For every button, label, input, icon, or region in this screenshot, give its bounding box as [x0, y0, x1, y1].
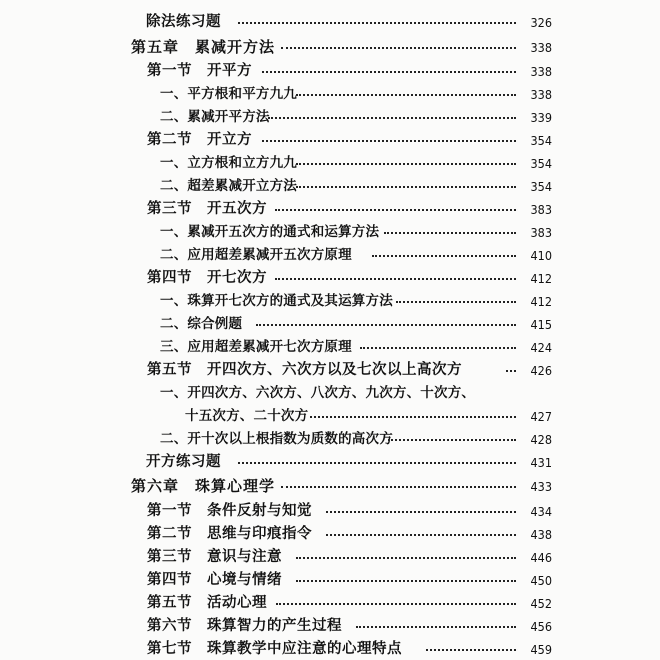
toc-subsection-entry [0, 428, 660, 450]
toc-page-number: 339 [530, 110, 552, 125]
toc-page-number: 459 [530, 642, 552, 657]
toc-entry-title: 第六节 珠算智力的产生过程 [147, 617, 342, 634]
toc-entry-title: 第二节 思维与印痕指令 [147, 525, 312, 542]
toc-entry-title: 二、累减开平方法 [160, 109, 270, 125]
toc-entry-title: 第五节 开四次方、六次方以及七次以上高次方 [147, 361, 462, 378]
toc-page-number: 446 [530, 550, 552, 565]
toc-leader-dots [281, 486, 516, 488]
toc-leader-dots [275, 209, 516, 211]
toc-page-number: 338 [530, 87, 552, 102]
toc-entry-title: 除法练习题 [146, 13, 221, 30]
toc-leader-dots [360, 347, 516, 349]
toc-section-entry [0, 569, 660, 591]
toc-section-entry [0, 592, 660, 614]
toc-page-number: 415 [530, 317, 552, 332]
toc-subsection-continuation [0, 405, 660, 427]
toc-section-entry [0, 523, 660, 545]
toc-page-number: 424 [530, 340, 552, 355]
toc-entry-title: 第七节 珠算教学中应注意的心理特点 [147, 640, 402, 657]
toc-leader-dots [238, 22, 516, 24]
toc-leader-dots [326, 511, 516, 513]
toc-leader-dots [356, 626, 516, 628]
toc-page-number: 354 [530, 156, 552, 171]
toc-section-entry [0, 60, 660, 82]
toc-section-entry [0, 267, 660, 289]
toc-page-number: 434 [530, 504, 552, 519]
toc-subsection-entry [0, 313, 660, 335]
toc-chapter-entry [0, 36, 660, 58]
toc-leader-dots [262, 140, 516, 142]
toc-page-number: 431 [530, 455, 552, 470]
toc-leader-dots [372, 255, 516, 257]
toc-leader-dots [296, 557, 516, 559]
toc-section-entry [0, 615, 660, 637]
toc-section-entry [0, 500, 660, 522]
toc-leader-dots [281, 47, 516, 49]
toc-section-entry [0, 129, 660, 151]
toc-section-entry [0, 638, 660, 660]
toc-entry-title: 一、平方根和平方九九 [160, 86, 297, 102]
toc-entry-title: 一、珠算开七次方的通式及其运算方法 [160, 293, 393, 309]
toc-entry-title: 二、开十次以上根指数为质数的高次方 [160, 431, 393, 447]
toc-leader-dots [296, 163, 516, 165]
toc-entry-title: 三、应用超差累减开七次方原理 [160, 339, 352, 355]
toc-page-number: 383 [530, 202, 552, 217]
toc-page-number: 456 [530, 619, 552, 634]
toc-entry-title: 第一节 开平方 [147, 62, 252, 79]
toc-chapter-entry [0, 475, 660, 497]
toc-subsection-entry [0, 221, 660, 243]
toc-entry-title: 第六章 珠算心理学 [131, 477, 276, 495]
toc-entry-title: 二、综合例题 [160, 316, 243, 332]
toc-page-number: 410 [530, 248, 552, 263]
toc-page-number: 450 [530, 573, 552, 588]
toc-leader-dots [388, 439, 516, 441]
toc-section-entry [0, 546, 660, 568]
toc-page-number: 452 [530, 596, 552, 611]
toc-section-entry [0, 198, 660, 220]
toc-entry-title: 第五节 活动心理 [147, 594, 267, 611]
toc-leader-dots [276, 603, 516, 605]
toc-entry-title: 第五章 累减开方法 [131, 38, 276, 56]
toc-leader-dots [310, 416, 516, 418]
toc-entry-title: 十五次方、二十次方 [185, 408, 309, 424]
toc-entry-title: 第二节 开立方 [147, 131, 252, 148]
toc-entry-title: 第四节 心境与情绪 [147, 571, 282, 588]
toc-page-number: 338 [530, 40, 552, 55]
toc-page-number: 338 [530, 64, 552, 79]
toc-page-number: 354 [530, 133, 552, 148]
toc-subsection-entry [0, 175, 660, 197]
toc-leader-dots [238, 462, 516, 464]
toc-page-number: 412 [530, 271, 552, 286]
toc-leader-dots [396, 301, 516, 303]
toc-entry-title: 二、超差累减开立方法 [160, 178, 297, 194]
toc-page-number: 326 [530, 15, 552, 30]
toc-page-number: 354 [530, 179, 552, 194]
toc-entry-title: 第四节 开七次方 [147, 269, 267, 286]
toc-subsection-entry [0, 106, 660, 128]
toc-entry-title: 第三节 开五次方 [147, 200, 267, 217]
toc-section-entry [0, 359, 660, 381]
toc-entry-title: 第三节 意识与注意 [147, 548, 282, 565]
toc-leader-dots [296, 580, 516, 582]
toc-page-number: 412 [530, 294, 552, 309]
toc-page-number: 426 [530, 363, 552, 378]
toc-leader-dots [426, 649, 516, 651]
toc-entry [0, 11, 660, 33]
toc-leader-dots [326, 534, 516, 536]
toc-leader-dots [384, 232, 516, 234]
toc-subsection-entry [0, 83, 660, 105]
toc-page-number: 433 [530, 479, 552, 494]
toc-leader-dots [275, 278, 516, 280]
toc-leader-dots [506, 370, 516, 372]
toc-subsection-entry [0, 336, 660, 358]
toc-entry [0, 451, 660, 473]
toc-leader-dots [268, 117, 516, 119]
toc-entry-title: 开方练习题 [146, 453, 221, 470]
toc-entry-title: 二、应用超差累减开五次方原理 [160, 247, 352, 263]
toc-subsection-entry [0, 152, 660, 174]
toc-page-number: 383 [530, 225, 552, 240]
toc-leader-dots [296, 186, 516, 188]
toc-subsection-entry [0, 382, 660, 404]
toc-subsection-entry [0, 290, 660, 312]
toc-subsection-entry [0, 244, 660, 266]
toc-page-number: 438 [530, 527, 552, 542]
toc-leader-dots [262, 71, 516, 73]
toc-page-number: 427 [530, 409, 552, 424]
toc-entry-title: 一、累减开五次方的通式和运算方法 [160, 224, 380, 240]
toc-leader-dots [256, 324, 516, 326]
toc-page-number: 428 [530, 432, 552, 447]
toc-entry-title: 一、立方根和立方九九 [160, 155, 297, 171]
toc-entry-title: 第一节 条件反射与知觉 [147, 502, 312, 519]
toc-leader-dots [296, 94, 516, 96]
toc-entry-title: 一、开四次方、六次方、八次方、九次方、十次方、 [160, 385, 476, 401]
